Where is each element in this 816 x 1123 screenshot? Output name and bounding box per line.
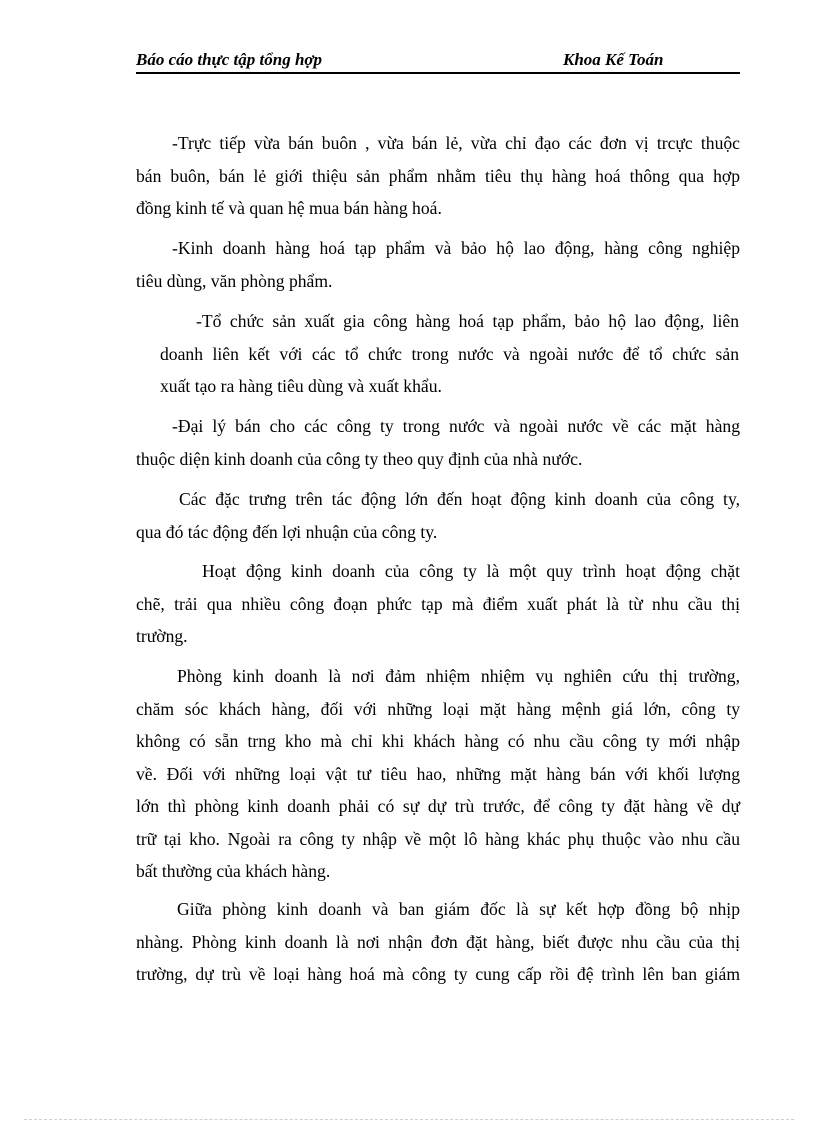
text-line: trữ tại kho. Ngoài ra công ty nhập về một lô hàng khác phụ thuộc vào nhu cầu <box>136 828 740 849</box>
text-line: Giữa phòng kinh doanh và ban giám đốc là sự kết hợp đồng bộ nhịp <box>177 899 740 919</box>
paragraph-3 <box>160 305 739 403</box>
text-line: nhàng. Phòng kinh doanh là nơi nhận đơn đặt hàng, biết được nhu cầu của thị <box>136 931 740 952</box>
page-bottom-divider <box>24 1119 794 1120</box>
text-line: tiêu dùng, văn phòng phẩm. <box>136 270 333 291</box>
page-header <box>136 48 740 74</box>
text-line: Các đặc trưng trên tác động lớn đến hoạt động kinh doanh của công ty, <box>179 489 740 509</box>
paragraph-5 <box>136 483 740 548</box>
header-report-title: Báo cáo thực tập tổng hợp <box>136 50 323 69</box>
text-line: không có sẵn trng kho mà chỉ khi khách hàng có nhu cầu công ty mới nhập <box>136 731 740 751</box>
text-line: -Kinh doanh hàng hoá tạp phẩm và bảo hộ lao động, hàng công nghiệp <box>172 238 740 258</box>
paragraph-6 <box>136 555 740 653</box>
text-line: Hoạt động kinh doanh của công ty là một quy trình hoạt động chặt <box>202 561 740 581</box>
text-line: bất thường của khách hàng. <box>136 861 331 881</box>
text-line: -Đại lý bán cho các công ty trong nước và ngoài nước về các mặt hàng <box>172 416 740 436</box>
text-line: chẽ, trải qua nhiều công đoạn phức tạp mà điểm xuất phát là từ nhu cầu thị <box>136 593 740 614</box>
paragraph-8 <box>136 893 740 991</box>
paragraph-1 <box>136 127 740 225</box>
text-line: về. Đối với những loại vật tư tiêu hao, những mặt hàng bán với khối lượng <box>136 763 740 784</box>
paragraph-7 <box>136 660 740 888</box>
paragraph-2 <box>136 232 740 297</box>
text-line: chăm sóc khách hàng, đối với những loại mặt hàng mệnh giá lớn, công ty <box>136 698 740 719</box>
text-line: doanh liên kết với các tổ chức trong nước và ngoài nước để tổ chức sản <box>160 343 739 364</box>
text-line: -Tổ chức sản xuất gia công hàng hoá tạp phẩm, bảo hộ lao động, liên <box>196 311 739 331</box>
text-line: đồng kinh tế và quan hệ mua bán hàng hoá. <box>136 198 442 218</box>
text-line: bán buôn, bán lẻ giới thiệu sản phẩm nhằm tiêu thụ hàng hoá thông qua hợp <box>136 165 740 186</box>
paragraph-4 <box>136 410 740 475</box>
text-line: -Trực tiếp vừa bán buôn , vừa bán lẻ, vừa chỉ đạo các đơn vị trcực thuộc <box>172 133 740 153</box>
text-line: trường, dự trù về loại hàng hoá mà công ty cung cấp rồi đệ trình lên ban giám <box>136 964 740 984</box>
text-line: trường. <box>136 626 188 646</box>
text-line: lớn thì phòng kinh doanh phải có sự dự trù trước, để công ty đặt hàng về dự <box>136 796 740 816</box>
text-line: qua đó tác động đến lợi nhuận của công ty. <box>136 521 438 542</box>
text-line: thuộc diện kinh doanh của công ty theo quy định của nhà nước. <box>136 448 583 469</box>
text-line: xuất tạo ra hàng tiêu dùng và xuất khẩu. <box>160 376 442 396</box>
header-department: Khoa Kế Toán <box>563 50 664 69</box>
text-line: Phòng kinh doanh là nơi đảm nhiệm nhiệm vụ nghiên cứu thị trường, <box>177 666 740 686</box>
